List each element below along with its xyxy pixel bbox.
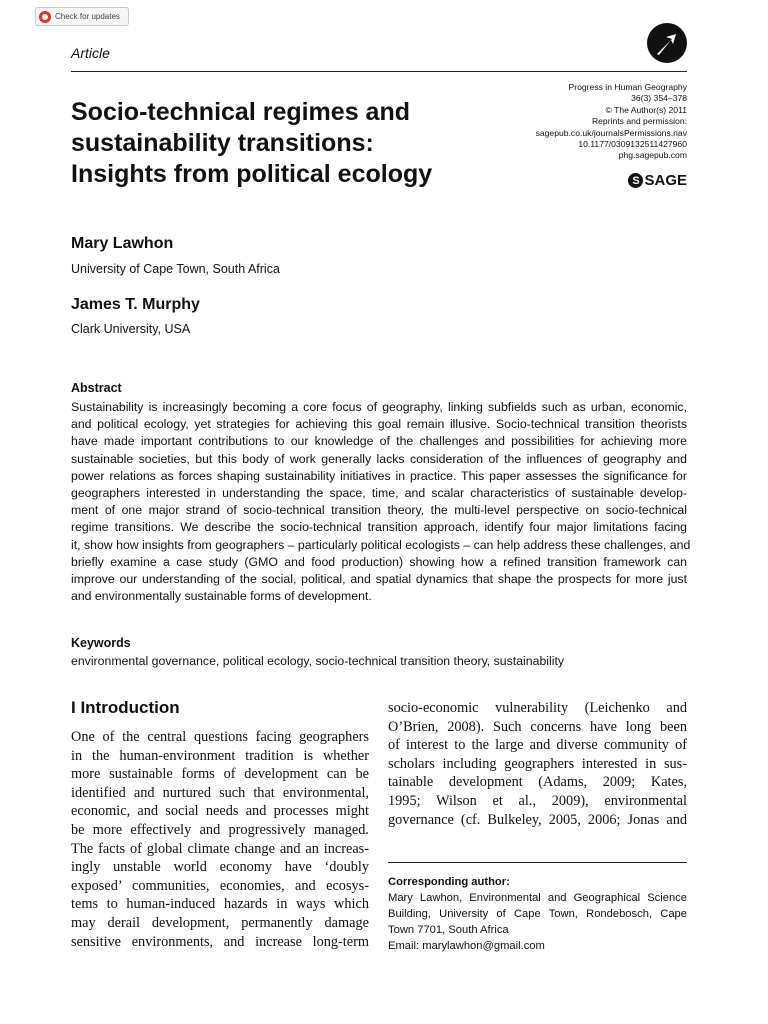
abstract-line: power relations as forces shaping sustainability initiatives in practice. This paper assesses the significance for [71,468,687,483]
journal-volume: 36(3) 354–378 [631,93,687,104]
abstract-line: it, show how insights from geographers – particularly political ecologists – can help address these challenges, and [71,537,691,552]
body-line: economic, and social needs and processes might [71,803,369,820]
footnote-divider [388,862,687,863]
journal-url[interactable]: phg.sagepub.com [618,150,687,161]
abstract-line: regime transitions. We describe the socio-technical transition approach, identify four major limitations facing [71,520,687,535]
author-name: James T. Murphy [71,296,200,313]
check-for-updates-label: Check for updates [55,12,120,21]
footnote-line: Town 7701, South Africa [388,924,509,936]
body-column-right [388,699,687,829]
journal-copyright: © The Author(s) 2011 [605,104,687,115]
footnote-line: Building, University of Cape Town, Rondebosch, Cape [388,908,687,920]
abstract-line: and political ecology, yet strategies for achieving this goal remain illusive. Socio-technical transition theorists [71,417,687,432]
footnote-email[interactable]: Email: marylawhon@gmail.com [388,940,545,952]
body-line: socio-economic vulnerability (Leichenko and [388,700,687,716]
journal-permissions-link[interactable]: sagepub.co.uk/journalsPermissions.nav [535,127,687,138]
author-affiliation: Clark University, USA [71,322,191,336]
body-line: exposed’ communities, economies, and ecosys- [71,877,369,894]
title-line: sustainability transitions: [71,129,374,157]
abstract-line: and environmentally sustainable forms of development. [71,589,372,604]
author-name: Mary Lawhon [71,235,174,252]
author-affiliation: University of Cape Town, South Africa [71,262,280,276]
abstract-heading: Abstract [71,381,122,395]
abstract-line: Sustainability is increasingly becoming a core focus of geography, linking subfields such as urban, economic, [71,400,687,414]
sage-logo [628,172,687,189]
body-line: scholars including geographers interested in sus- [388,755,687,772]
body-line: 1995; Wilson et al., 2009), environmental [388,792,687,809]
body-line: in the human-environment tradition is whether [71,747,369,764]
abstract-line: geographers interested in understanding the space, time, and scalar characteristics of sustainable develop- [71,486,687,501]
article-title [71,97,491,190]
title-line: Socio-technical regimes and [71,98,410,126]
journal-name: Progress in Human Geography [568,82,687,92]
sage-s-icon: S [628,173,643,188]
arrow-circle-logo-icon [646,22,688,64]
body-line: The facts of global climate change and an increas- [71,840,369,857]
body-line: ingly unstable world economy have ‘doubly [71,859,369,876]
body-line: tainable development (Adams, 2009; Kates, [388,774,687,791]
abstract-line: improve our understanding of the social, political, and spatial dynamics that shape the prospects for more just [71,572,687,587]
body-line: tems to human-induced hazards in ways which [71,896,369,913]
section-heading: I Introduction [71,698,180,717]
corresponding-author-footnote [388,874,687,954]
publisher-name: SAGE [644,172,687,189]
body-line: One of the central questions facing geographers [71,729,369,745]
journal-reprints: Reprints and permission: [591,116,687,127]
check-for-updates-button[interactable] [35,7,129,26]
body-column-left [71,728,369,951]
abstract-body [71,399,691,605]
body-line: of interest to the large and diverse community of [388,737,687,754]
footnote-heading: Corresponding author: [388,876,510,888]
title-line: Insights from political ecology [71,160,433,188]
keywords-heading: Keywords [71,636,131,650]
footnote-line: Mary Lawhon, Environmental and Geographical Science [388,892,687,904]
body-line: sensitive environments, and increase long-term [71,933,369,950]
journal-doi[interactable]: 10.1177/0309132511427960 [578,139,687,150]
body-line: O’Brien, 2008). Such concerns have long been [388,718,687,735]
keywords-list: environmental governance, political ecology, socio-technical transition theory, sustainability [71,654,565,668]
abstract-line: briefly examine a case study (GMO and food production) showing how a refined transition framework can [71,554,687,569]
abstract-line: sustainable societies, but this body of work generally lacks consideration of the influences of geography and [71,451,687,466]
body-line: governance (cf. Bulkeley, 2005, 2006; Jonas and [388,811,687,828]
abstract-line: ment of one major strand of socio-technical transition theory, the multi-level perspective on socio-technical [71,503,687,518]
body-line: identified and nurtured such that environmental, [71,784,369,801]
body-line: may derail development, permanently damage [71,914,369,931]
journal-info [536,82,687,162]
body-line: be more effectively and progressively managed. [71,821,369,838]
body-line: more sustainable forms of development can be [71,766,369,783]
crossmark-icon [39,11,51,23]
header-divider [71,71,687,72]
article-type-label: Article [71,45,110,61]
abstract-line: have made important contributions to our knowledge of the challenges and possibilities for achieving more [71,434,687,449]
